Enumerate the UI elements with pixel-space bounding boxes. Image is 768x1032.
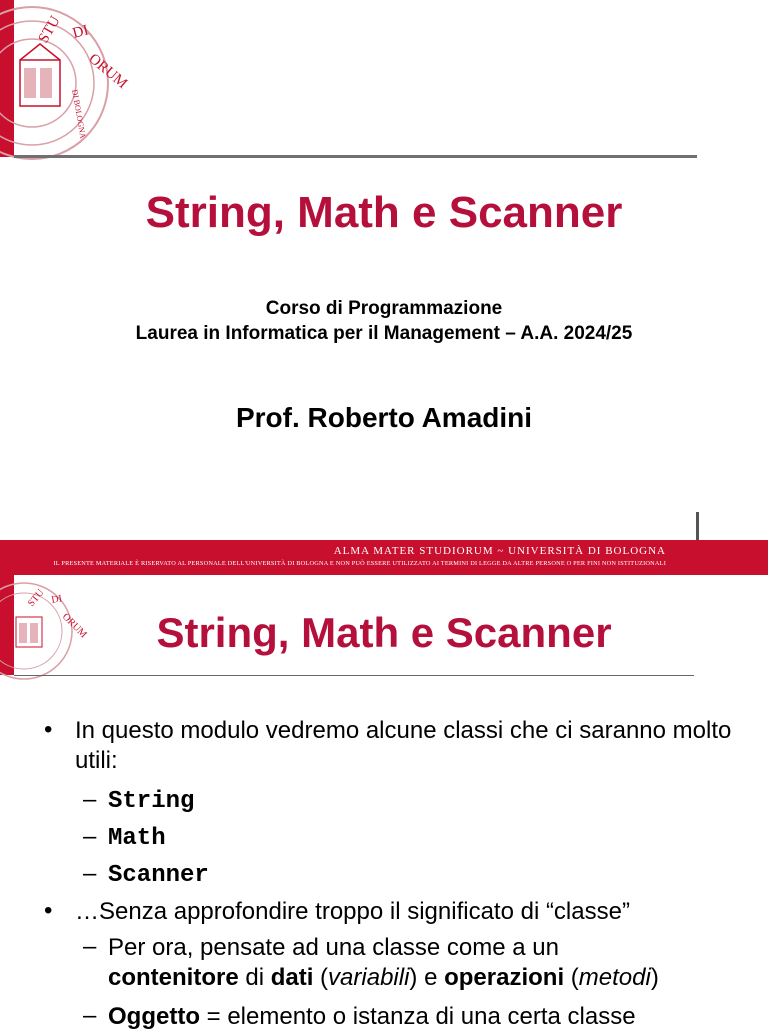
professor-name: Prof. Roberto Amadini	[235, 402, 533, 433]
header-divider	[14, 155, 697, 158]
text-span: (	[313, 964, 329, 991]
svg-text:STU: STU	[35, 13, 64, 47]
svg-text:DI: DI	[70, 22, 91, 42]
footer-bar	[0, 540, 768, 575]
slide-title: String, Math e Scanner	[145, 188, 623, 237]
brand-red-bar	[0, 0, 14, 157]
text-span: (	[564, 964, 579, 991]
dash-marker: –	[83, 933, 97, 960]
dash-marker: –	[83, 1002, 97, 1029]
bullet-text: In questo modulo vedremo alcune classi che ci saranno molto utili:	[75, 717, 732, 774]
class-name-math: Math	[108, 825, 166, 852]
svg-text:STU: STU	[25, 587, 47, 609]
text-span: = elemento o istanza di una certa classe	[199, 1003, 636, 1030]
bullet-marker: •	[44, 716, 53, 743]
term-oggetto: Oggetto	[108, 1003, 200, 1030]
term-metodi: metodi	[578, 964, 651, 991]
text-span: di	[238, 964, 271, 991]
svg-text:DI: DI	[50, 593, 63, 606]
term-dati: dati	[270, 964, 314, 991]
class-name-string: String	[108, 788, 195, 815]
dash-marker: –	[83, 786, 97, 813]
sub-bullet-text	[108, 1002, 728, 1032]
footer-institution: ALMA MATER STUDIORUM ~ UNIVERSITÀ DI BOLOGNA	[333, 545, 666, 557]
bullet-text: …Senza approfondire troppo il significato di “classe”	[75, 898, 630, 925]
text-span: )	[650, 964, 659, 991]
svg-text:ORUM: ORUM	[59, 611, 89, 641]
footer-disclaimer: IL PRESENTE MATERIALE È RISERVATO AL PERSONALE DELL'UNIVERSITÀ DI BOLOGNA E NON PUÒ ESSERE UTILIZZATO AI TERMINI DI LEGGE DA ALTRE PERSONE O PER FINI NON ISTITUZIONALI	[53, 560, 666, 567]
degree-line: Laurea in Informatica per il Management – A.A. 2024/25	[135, 323, 633, 344]
term-contenitore: contenitore	[108, 964, 239, 991]
dash-marker: –	[83, 860, 97, 887]
svg-text:DI BOLOGNA: DI BOLOGNA	[70, 88, 88, 140]
content-slide	[0, 575, 768, 1030]
term-variabili: variabili	[328, 964, 410, 991]
header-divider	[14, 675, 694, 676]
course-name: Corso di Programmazione	[265, 298, 503, 319]
dash-marker: –	[83, 823, 97, 850]
slide-title: String, Math e Scanner	[156, 609, 612, 656]
university-seal-icon	[14, 8, 131, 157]
text-span: ) e	[409, 964, 445, 991]
class-name-scanner: Scanner	[108, 862, 209, 889]
svg-text:ORUM: ORUM	[85, 50, 131, 92]
text-span: Per ora, pensate ad una classe come a un	[108, 934, 559, 961]
term-operazioni: operazioni	[444, 964, 565, 991]
bullet-marker: •	[44, 897, 53, 924]
sub-bullet-text	[108, 933, 728, 993]
